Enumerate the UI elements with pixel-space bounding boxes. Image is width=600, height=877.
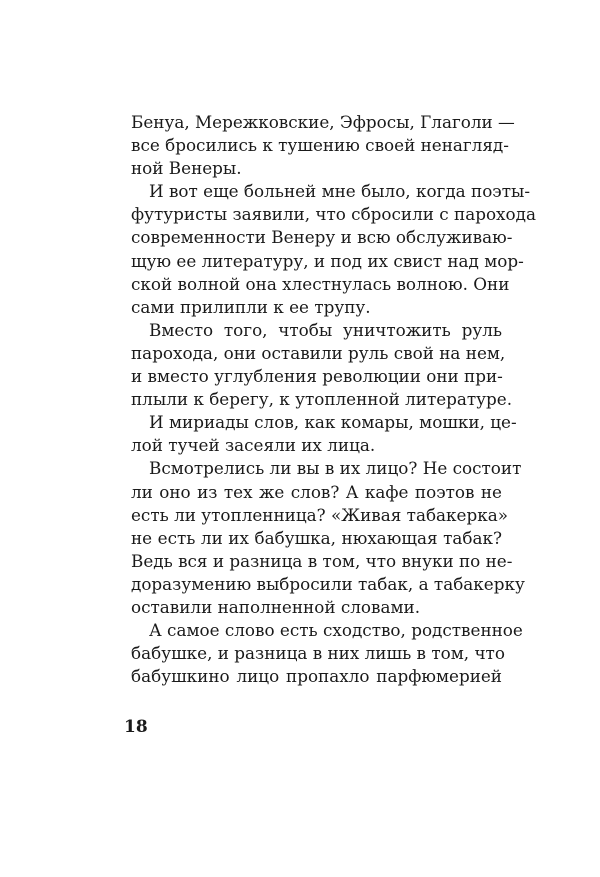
text-line: есть ли утопленница? «Живая табакерка»	[131, 504, 508, 525]
text-line: Ведь вся и разница в том, что внуки по не-	[131, 550, 513, 571]
text-line: ской волной она хлестнулась волною. Они	[131, 273, 510, 294]
text-line: И вот еще больней мне было, когда поэты-	[149, 181, 531, 202]
text-line: современности Венеру и всю обслуживаю-	[131, 227, 513, 248]
text-line: не есть ли их бабушка, нюхающая табак?	[131, 527, 502, 548]
paragraph	[131, 411, 517, 457]
text-line: И мириады слов, как комары, мошки, це-	[149, 412, 517, 433]
page-number: 18	[124, 717, 148, 737]
text-line: Всмотрелись ли вы в их лицо? Не состоит	[149, 458, 522, 479]
text-line: футуристы заявили, что сбросили с парохода	[131, 204, 536, 225]
text-line: бабушкино лицо пропахло парфюмерией	[131, 666, 502, 687]
text-line: Бенуа, Мережковские, Эфросы, Глаголи —	[131, 112, 515, 132]
text-line: бабушке, и разница в них лишь в том, что	[131, 643, 505, 664]
text-line: ли оно из тех же слов? А кафе поэтов не	[131, 481, 502, 502]
text-line: все бросились к тушению своей ненагляд-	[131, 135, 509, 156]
text-line: оставили наполненной словами.	[131, 596, 421, 617]
text-line: лой тучей засеяли их лица.	[131, 435, 376, 456]
body-text	[131, 111, 536, 688]
text-line: и вместо углубления революции они при-	[131, 366, 503, 387]
text-line: ной Венеры.	[131, 158, 242, 179]
text-line: А самое слово есть сходство, родственное	[149, 620, 523, 641]
paragraph	[131, 180, 536, 319]
text-line: щую ее литературу, и под их свист над мор-	[131, 250, 524, 271]
text-line: сами прилипли к ее трупу.	[131, 296, 371, 317]
paragraph	[131, 619, 523, 688]
text-line: Вместо того, чтобы уничтожить руль	[149, 319, 502, 340]
text-line: парохода, они оставили руль свой на нем,	[131, 342, 506, 363]
text-line: доразумению выбросили табак, а табакерку	[131, 573, 525, 594]
paragraph	[131, 457, 525, 619]
paragraph	[131, 319, 513, 411]
text-line: плыли к берегу, к утопленной литературе.	[131, 389, 513, 410]
paragraph	[131, 111, 515, 180]
